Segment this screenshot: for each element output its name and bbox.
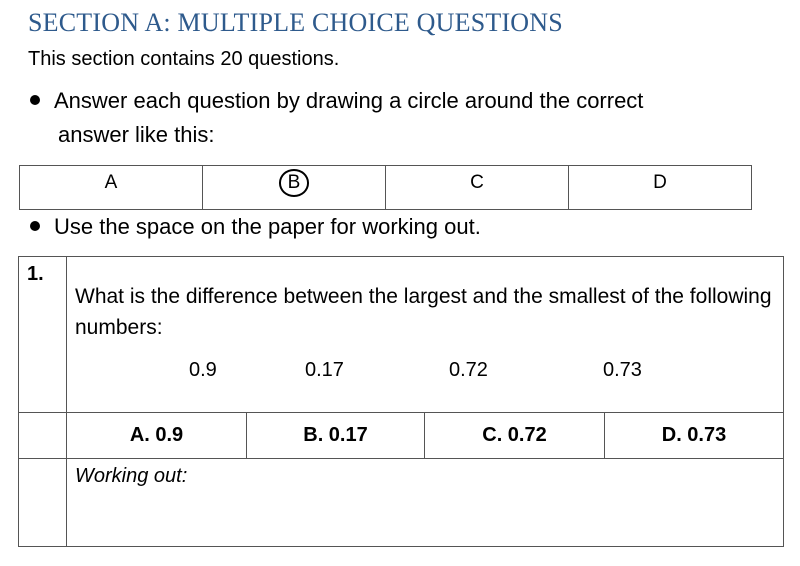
example-answer-table	[19, 165, 752, 210]
option-c[interactable]: C. 0.72	[425, 413, 605, 459]
option-d[interactable]: D. 0.73	[605, 413, 784, 459]
option-a[interactable]: A. 0.9	[67, 413, 247, 459]
question-1-box	[18, 256, 784, 547]
example-option-c: C	[386, 166, 569, 210]
instruction-bullet-2	[30, 214, 481, 240]
section-heading: SECTION A: MULTIPLE CHOICE QUESTIONS	[28, 8, 563, 37]
section-intro: This section contains 20 questions.	[28, 48, 340, 70]
instruction-bullet-1	[30, 88, 643, 114]
number-item: 0.9	[189, 359, 217, 381]
example-option-d: D	[569, 166, 752, 210]
instruction-1-line-1: Answer each question by drawing a circle around the correct	[54, 88, 644, 113]
number-list	[75, 355, 773, 395]
instruction-2-text: Use the space on the paper for working out.	[54, 214, 481, 239]
circled-answer-icon: B	[279, 169, 310, 197]
bullet-dot-icon	[30, 221, 40, 231]
question-body	[67, 257, 784, 413]
options-spacer	[19, 413, 67, 459]
number-item: 0.73	[603, 359, 642, 381]
example-option-a: A	[20, 166, 203, 210]
working-spacer	[19, 459, 67, 547]
instruction-1-line-2: answer like this:	[58, 122, 215, 147]
question-number: 1.	[19, 257, 67, 413]
working-out-area[interactable]: Working out:	[67, 459, 784, 547]
bullet-dot-icon	[30, 95, 40, 105]
number-item: 0.72	[449, 359, 488, 381]
question-text: What is the difference between the largest and the smallest of the following numbers:	[75, 285, 772, 339]
option-b[interactable]: B. 0.17	[247, 413, 425, 459]
number-item: 0.17	[305, 359, 344, 381]
example-option-b	[203, 166, 386, 210]
